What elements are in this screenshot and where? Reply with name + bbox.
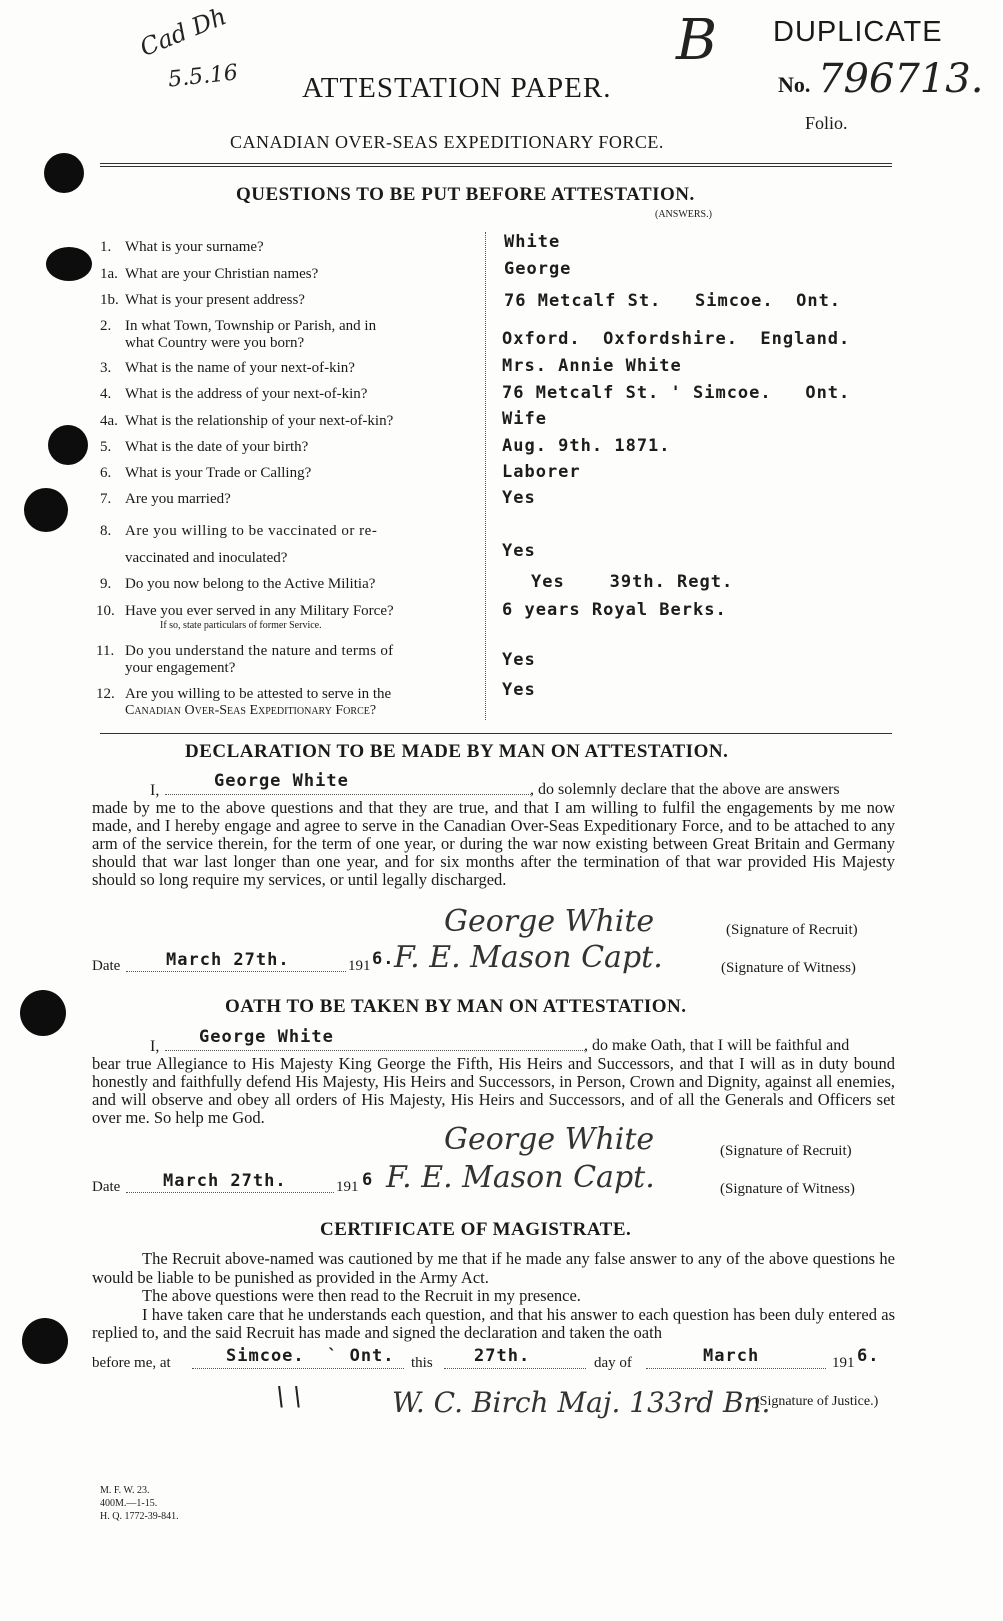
day-of-label: day of (594, 1355, 632, 1371)
oath-date: March 27th. (163, 1171, 287, 1191)
question-text: What is your present address? (125, 292, 305, 308)
declaration-date: March 27th. (166, 950, 290, 970)
question-number: 8. (100, 523, 112, 539)
number-label: No. (778, 72, 811, 97)
question-number: 4. (100, 386, 112, 402)
witness-signature-label: (Signature of Witness) (720, 1181, 855, 1197)
oath-title: OATH TO BE TAKEN BY MAN ON ATTESTATION. (225, 996, 687, 1017)
question-text: Are you willing to be attested to serve in the (125, 686, 392, 702)
declaration-recruit-name: George White (214, 771, 349, 791)
question-text: What is the name of your next-of-kin? (125, 360, 355, 376)
answers-column-rule (485, 232, 486, 720)
punch-hole (44, 153, 84, 193)
question-text: Have you ever served in any Military Force? (125, 603, 394, 619)
year-prefix: 191 (832, 1355, 855, 1371)
punch-hole (24, 488, 68, 532)
page-title: ATTESTATION PAPER. (302, 72, 612, 104)
this-label: this (411, 1355, 433, 1371)
answer-trade: Laborer (502, 462, 581, 482)
year-prefix: 191 (348, 958, 371, 974)
declaration-body (92, 799, 895, 889)
divider (100, 166, 892, 167)
question-number: 1. (100, 239, 112, 255)
month-underline (646, 1368, 826, 1369)
magistrate-signature: W. C. Birch Maj. 133rd Bn. (392, 1386, 771, 1419)
place-underline (192, 1368, 404, 1369)
questions-section-title: QUESTIONS TO BE PUT BEFORE ATTESTATION. (236, 184, 695, 205)
question-text: What is your surname? (125, 239, 264, 255)
duplicate-label: DUPLICATE (773, 16, 943, 48)
witness-signature: F. E. Mason Capt. (394, 940, 663, 975)
magistrate-signature-label: (Signature of Justice.) (755, 1394, 879, 1409)
witness-signature: F. E. Mason Capt. (386, 1160, 655, 1195)
certificate-para-2: The above questions were then read to the Recruit in my presence. (142, 1286, 581, 1305)
answer-next-of-kin: Mrs. Annie White (502, 356, 682, 376)
recruit-signature-label: (Signature of Recruit) (726, 922, 858, 938)
question-number: 1b. (100, 292, 119, 308)
question-number: 9. (100, 576, 112, 592)
answer-date-of-birth: Aug. 9th. 1871. (502, 436, 671, 456)
handwritten-date-note: 5.5.16 (166, 60, 240, 93)
page-subtitle: CANADIAN OVER-SEAS EXPEDITIONARY FORCE. (230, 132, 664, 152)
question-text-continued: vaccinated and inoculated? (125, 550, 288, 566)
date-underline (126, 1192, 334, 1193)
question-text-continued: Canadian Over-Seas Expeditionary Force? (125, 703, 377, 718)
date-label: Date (92, 1179, 121, 1195)
year-suffix: 6 (362, 1170, 374, 1190)
divider (100, 163, 892, 164)
tick-marks: \ \ (276, 1382, 302, 1412)
answers-label: (ANSWERS.) (655, 209, 712, 220)
question-number: 1a. (100, 266, 118, 282)
question-text-continued: what Country were you born? (125, 335, 305, 351)
question-number: 11. (96, 643, 115, 659)
name-underline (165, 794, 531, 795)
divider (100, 733, 892, 734)
answer-active-militia: Yes 39th. Regt. (531, 572, 734, 592)
recruit-signature: George White (444, 904, 655, 939)
certificate-para-1: The Recruit above-named was cautioned by me that if he made any false answer to any of the above questions he would be liable to be punished as provided in the Army Act. (92, 1249, 895, 1287)
hq-reference: H. Q. 1772-39-841. (100, 1511, 179, 1522)
question-text: What is the address of your next-of-kin? (125, 386, 368, 402)
answer-military-service: 6 years Royal Berks. (502, 600, 727, 620)
punch-hole (46, 247, 92, 281)
certificate-para-3: I have taken care that he understands each question, and that his answer to each question has been duly entered as replied to, and the said Recruit has made and signed the declaration and taken the oath (92, 1304, 895, 1342)
grade-letter: B (676, 8, 718, 73)
question-number: 7. (100, 491, 112, 507)
question-text: Do you understand the nature and terms of (125, 643, 394, 659)
oath-body (92, 1055, 895, 1127)
punch-hole (48, 425, 88, 465)
declaration-pronoun: I, (150, 782, 160, 799)
question-number: 2. (100, 318, 112, 334)
declaration-body-text: made by me to the above questions and that they are true, and that I am willing to fulfil the engagements by me now made, and I hereby engage and agree to serve in the Canadian Over-Seas Expeditionary Force, and to be attached to any arm of the service therein, for the term of one year, or during the war now existing between Great Britain and Germany should that war last longer than one year, and for six months after the termination of that war provided His Majesty should so long require my services, or until legally discharged. (92, 798, 895, 889)
question-text: What are your Christian names? (125, 266, 319, 282)
answer-birthplace: Oxford. Oxfordshire. England. (502, 329, 851, 349)
question-text: What is your Trade or Calling? (125, 465, 312, 481)
answer-relationship: Wife (502, 409, 547, 429)
certificate-place: Simcoe. ` Ont. (226, 1346, 395, 1366)
answer-christian-names: George (504, 259, 572, 279)
question-number: 4a. (100, 413, 118, 429)
question-text: Are you willing to be vaccinated or re- (125, 523, 378, 539)
day-underline (444, 1368, 586, 1369)
oath-text-start: , do make Oath, that I will be faithful and (584, 1037, 850, 1054)
question-number: 12. (96, 686, 115, 702)
print-run: 400M.—1-15. (100, 1498, 158, 1509)
answer-vaccinated: Yes (502, 541, 536, 561)
form-code: M. F. W. 23. (100, 1485, 150, 1496)
year-suffix: 6. (857, 1346, 880, 1366)
certificate-title: CERTIFICATE OF MAGISTRATE. (320, 1219, 632, 1240)
year-prefix: 191 (336, 1179, 359, 1195)
answer-married: Yes (502, 488, 536, 508)
recruit-signature-label: (Signature of Recruit) (720, 1143, 852, 1159)
punch-hole (22, 1318, 68, 1364)
name-underline (165, 1050, 585, 1051)
question-text-continued: your engagement? (125, 660, 236, 676)
question-text: What is the date of your birth? (125, 439, 309, 455)
question-text: In what Town, Township or Parish, and in (125, 318, 377, 334)
date-label: Date (92, 958, 121, 974)
question-text: Are you married? (125, 491, 231, 507)
oath-body-text: bear true Allegiance to His Majesty King George the Fifth, His Heirs and Successors, and that I will as in duty bound honestly and faithfully defend His Majesty, His Heirs and Successors, in Person, Crown and Dignity, against all enemies, and will observe and obey all orders of His Majesty, His Heirs and Successors, and of all the Generals and Officers set over me. So help me God. (92, 1054, 895, 1127)
answer-willing-to-serve: Yes (502, 680, 536, 700)
witness-signature-label: (Signature of Witness) (721, 960, 856, 976)
question-number: 5. (100, 439, 112, 455)
number-value: 796713. (818, 56, 984, 102)
answer-present-address: 76 Metcalf St. Simcoe. Ont. (504, 291, 842, 311)
declaration-text-start: , do solemnly declare that the above are answers (530, 781, 840, 798)
folio-label: Folio. (805, 113, 848, 133)
question-text: What is the relationship of your next-of-kin? (125, 413, 394, 429)
question-number: 6. (100, 465, 112, 481)
recruit-signature: George White (444, 1122, 655, 1157)
punch-hole (20, 990, 66, 1036)
answer-next-of-kin-address: 76 Metcalf St. ' Simcoe. Ont. (502, 383, 851, 403)
before-me-label: before me, at (92, 1355, 171, 1371)
question-number: 3. (100, 360, 112, 376)
year-suffix: 6. (372, 949, 395, 969)
question-note: If so, state particulars of former Service. (160, 620, 322, 631)
handwritten-note: Cad Dh (136, 2, 231, 62)
answer-surname: White (504, 232, 561, 252)
question-text: Do you now belong to the Active Militia? (125, 576, 376, 592)
oath-recruit-name: George White (199, 1027, 334, 1047)
declaration-title: DECLARATION TO BE MADE BY MAN ON ATTESTATION. (185, 741, 729, 762)
oath-pronoun: I, (150, 1038, 160, 1055)
question-number: 10. (96, 603, 115, 619)
certificate-day: 27th. (474, 1346, 531, 1366)
certificate-month: March (703, 1346, 760, 1366)
certificate-body (92, 1250, 895, 1343)
date-underline (126, 971, 346, 972)
answer-understand-terms: Yes (502, 650, 536, 670)
